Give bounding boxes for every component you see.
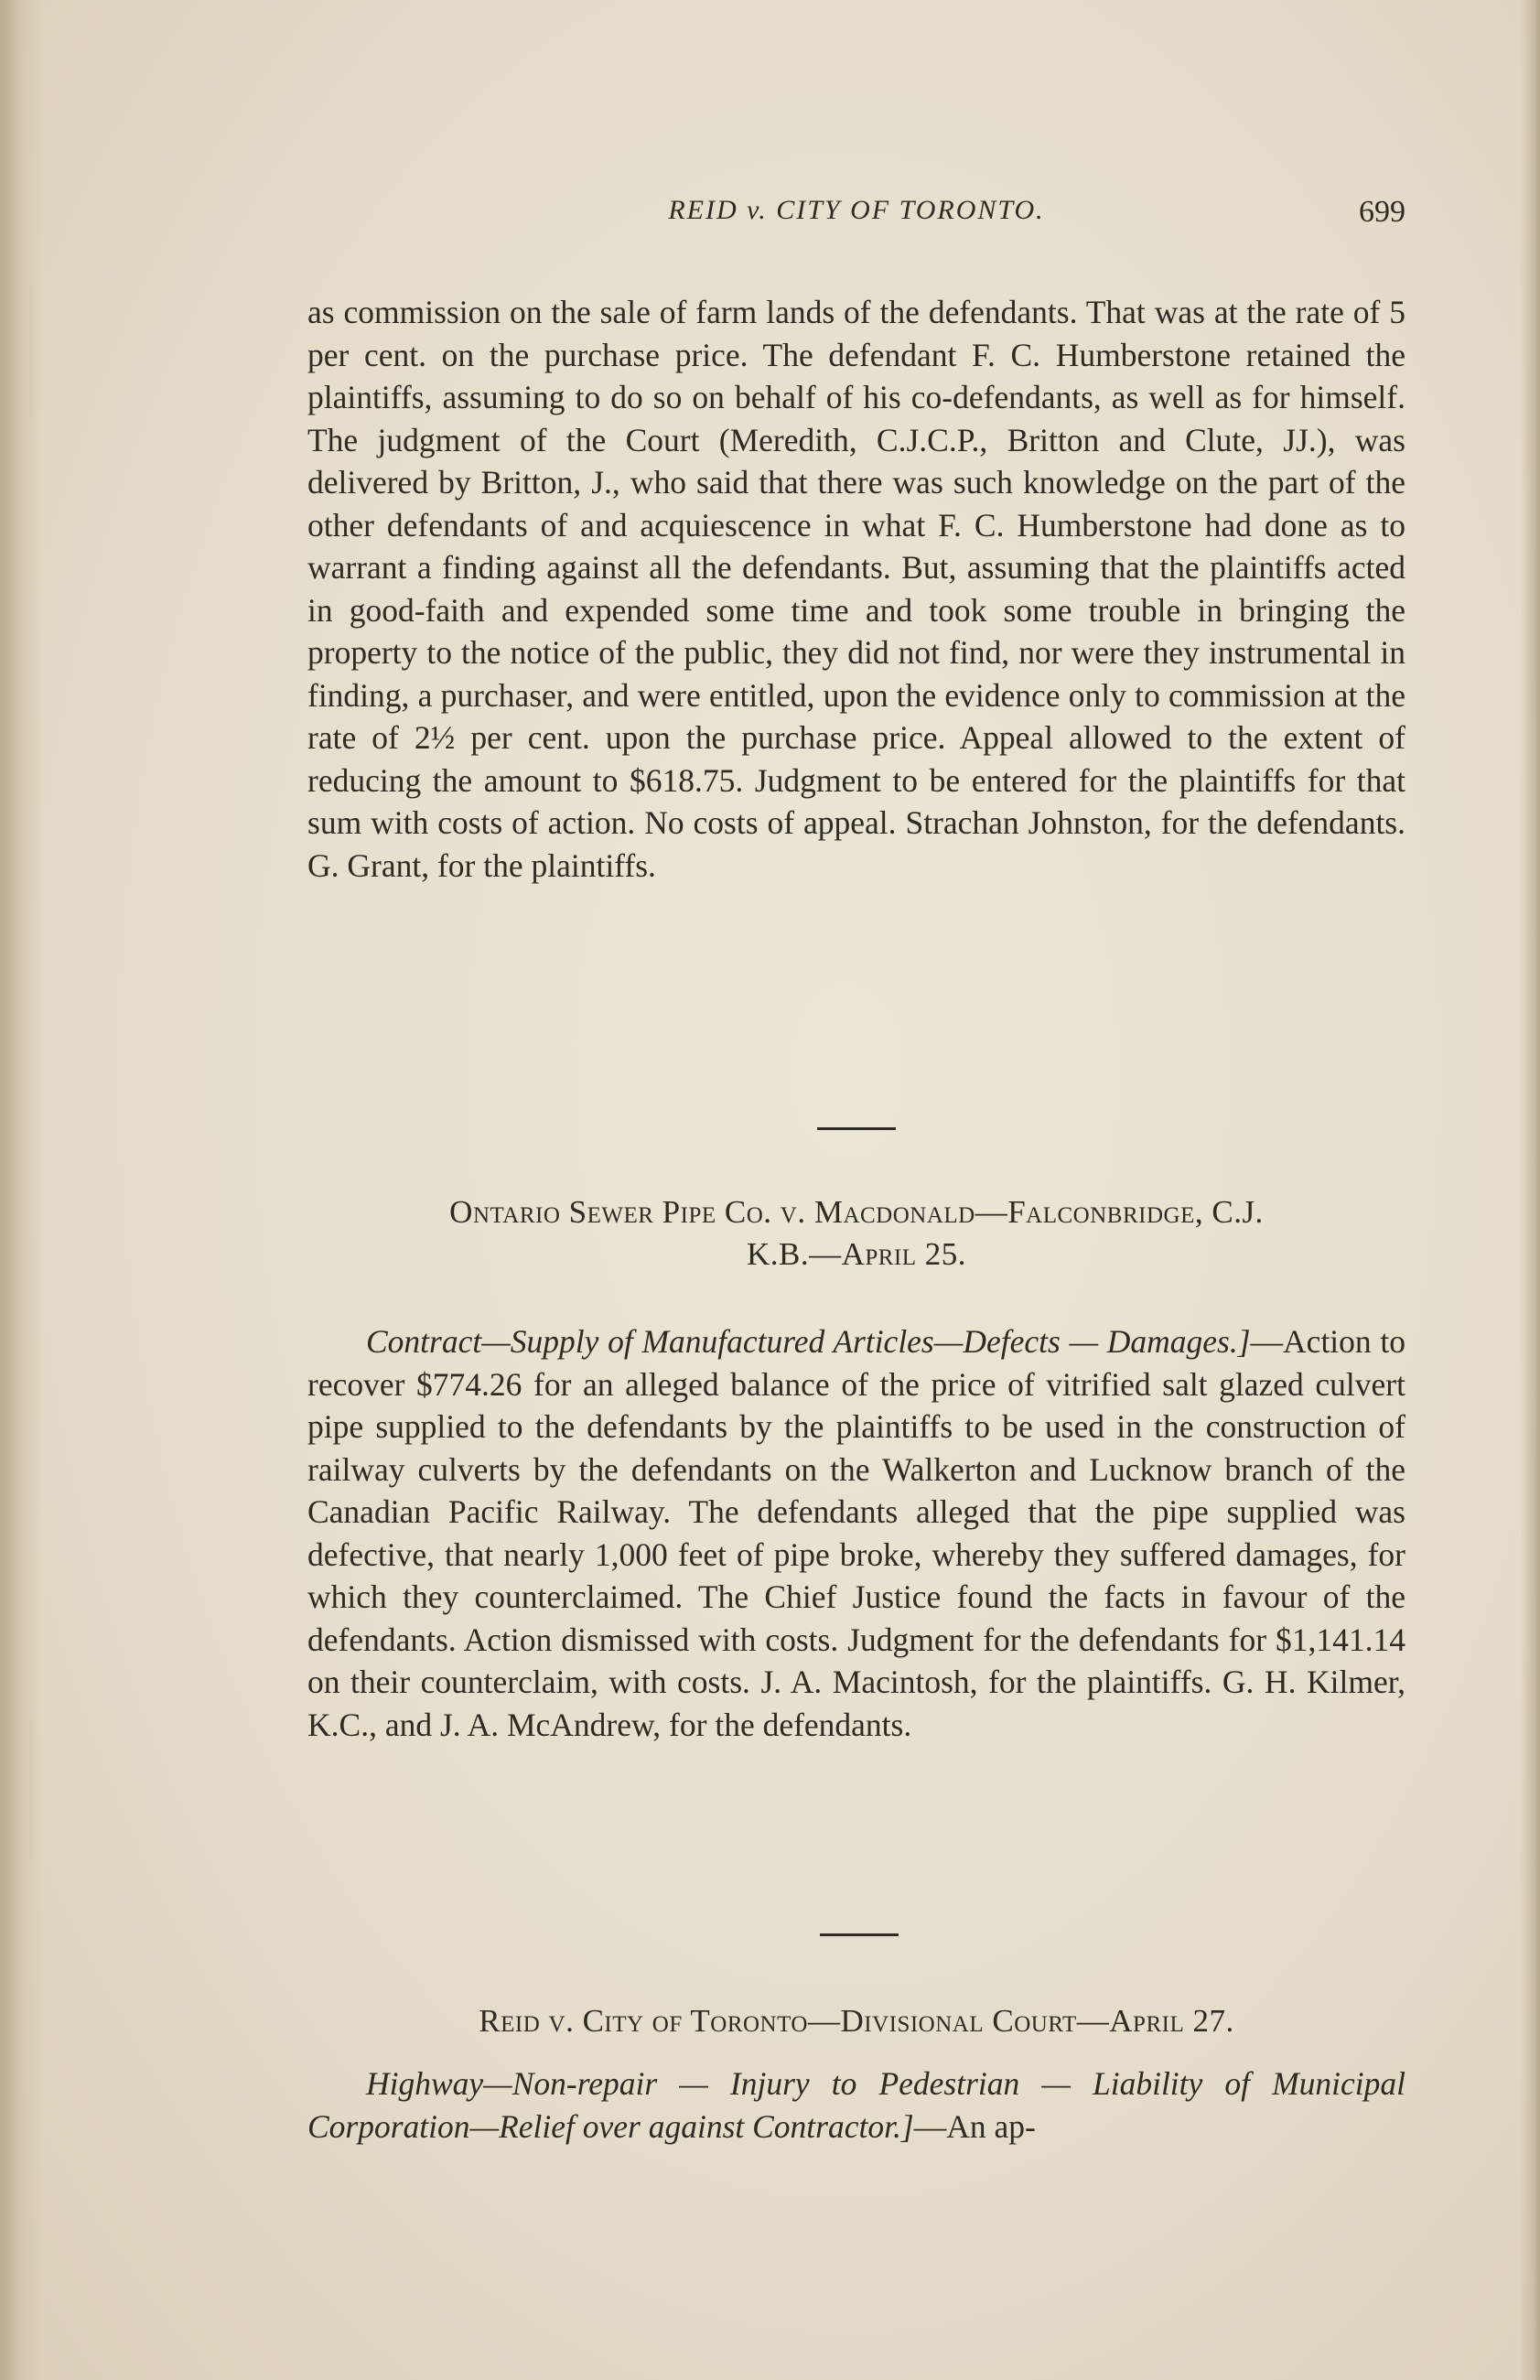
case-3-headnote: Highway—Non-repair — Injury to Pedestrian — Liability of Municipal Corporation—Relief over against Contractor.] — [307, 2065, 1405, 2145]
case-2-title — [307, 1191, 1405, 1276]
case-2-text — [307, 1320, 1405, 1746]
case-2-headnote: Contract—Supply of Manufactured Articles—Defects — Damages.] — [366, 1323, 1251, 1360]
page-edge-shadow — [1520, 0, 1540, 2380]
case-3-body: —An ap- — [913, 2107, 1036, 2145]
case-3-title: Reid v. City of Toronto—Divisional Court—April 27. — [479, 2003, 1234, 2039]
section-divider-2 — [820, 1933, 899, 1936]
running-title: REID v. CITY OF TORONTO. — [668, 195, 1045, 225]
case-2-paragraph — [307, 1320, 1405, 1746]
case-2-title-line-2: K.B.—April 25. — [746, 1236, 967, 1272]
section-1-paragraph: as commission on the sale of farm lands of the defendants. That was at the rate of 5 per cent. on the purchase price. The defendant F. C. Humberstone retained the plaintiffs, assuming to do so on behalf of his co-defendants, as well as for himself. The judgment of the Court (Meredith, C.J.C.P., Britton and Clute, JJ.), was delivered by Britton, J., who said that there was such knowledge on the part of the other defendants of and acquiescence in what F. C. Humberstone had done as to warrant a finding against all the defendants. But, assuming that the plaintiffs acted in good-faith and expended some time and took some trouble in bringing the property to the notice of the public, they did not find, nor were they instrumental in finding, a purchaser, and were entitled, upon the evidence only to commission at the rate of 2½ per cent. upon the purchase price. Appeal allowed to the extent of reducing the amount to $618.75. Judgment to be entered for the plaintiffs for that sum with costs of action. No costs of appeal. Strachan Johnston, for the defendants. G. Grant, for the plaintiffs. — [307, 294, 1405, 884]
page-number: 699 — [1359, 195, 1405, 229]
case-3-text — [307, 2062, 1405, 2148]
section-1-text — [307, 291, 1405, 887]
page-spine-shadow — [0, 0, 42, 2380]
case-2-title-line-1: Ontario Sewer Pipe Co. v. Macdonald—Falconbridge, C.J. — [449, 1194, 1264, 1230]
section-divider-1 — [817, 1127, 896, 1130]
case-3-paragraph — [307, 2062, 1405, 2148]
page-header — [307, 195, 1405, 246]
case-2-body: —Action to recover $774.26 for an alleged balance of the price of vitrified salt glazed culvert pipe supplied to the defendants by the plaintiffs to be used in the construction of railway culverts by the defendants on the Walkerton and Lucknow branch of the Canadian Pacific Railway. The defendants alleged that the pipe supplied was defective, that nearly 1,000 feet of pipe broke, whereby they suffered damages, for which they counterclaimed. The Chief Justice found the facts in favour of the defendants. Action dismissed with costs. Judgment for the defendants for $1,141.14 on their counterclaim, with costs. J. A. Macintosh, for the plaintiffs. G. H. Kilmer, K.C., and J. A. McAndrew, for the defendants. — [307, 1323, 1405, 1743]
